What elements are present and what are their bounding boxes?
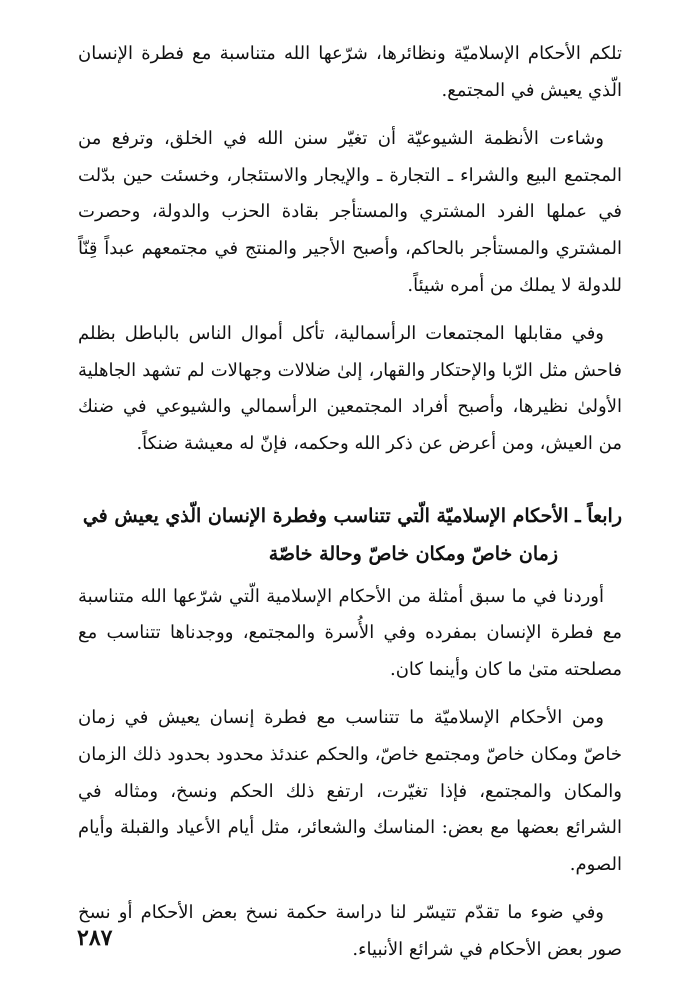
paragraph-6: وفي ضوء ما تقدّم تتيسّر لنا دراسة حكمة نسخ بعض الأحكام أو نسخ صور بعض الأحكام في شرائع الأنبياء. xyxy=(78,902,622,960)
paragraph-1: تلكم الأحكام الإسلاميّة ونظائرها، شرّعها الله متناسبة مع فطرة الإنسان الّذي يعيش في المجتمع. xyxy=(78,43,622,101)
paragraph-5: ومن الأحكام الإسلاميّة ما تتناسب مع فطرة إنسان يعيش في زمان خاصّ ومكان خاصّ ومجتمع خاصّ، والحكم عندئذ محدود بحدود ذلك الزمان والمكان والمجتمع، فإذا تغيّرت، ارتفع ذلك الحكم ونسخ، ومثاله في الشرائع بعضها مع بعض: المناسك والشعائر، مثل أيام الأعياد والقبلة وأيام الصوم. xyxy=(78,707,622,875)
section-heading-line-1: رابعاً ـ الأحكام الإسلاميّة الّتي تتناسب وفطرة الإنسان الّذي يعيش في xyxy=(82,504,622,527)
paragraph-3: وفي مقابلها المجتمعات الرأسمالية، تأكل أموال الناس بالباطل بظلم فاحش مثل الرّبا والإحتكار والقهار، إلىٰ ضلالات وجهالات لم تشهد الجاهلية الأولىٰ نظيرها، وأصبح أفراد المجتمعين الرأسمالي والشيوعي في ضنك من العيش، ومن أعرض عن ذكر الله وحكمه، فإنّ له معيشة ضنكاً. xyxy=(78,323,622,454)
section-heading-line-2: زمان خاصّ ومكان خاصّ وحالة خاصّة xyxy=(268,542,558,565)
page-body xyxy=(78,36,622,980)
paragraph-2: وشاءت الأنظمة الشيوعيّة أن تغيّر سنن الله في الخلق، وترفع من المجتمع البيع والشراء ـ التجارة ـ والإيجار والاستئجار، وخسئت حين بدّلت في عملها الفرد المشتري والمستأجر بقادة الحزب والدولة، وحصرت المشتري والمستأجر بالحاكم، وأصبح الأجير والمنتج في مجتمعهم عبداً قِنّاً للدولة لا يملك من أمره شيئاً. xyxy=(78,128,622,296)
page-number: ٢٨٧ xyxy=(77,925,113,951)
section-heading xyxy=(78,497,622,573)
paragraph-4: أوردنا في ما سبق أمثلة من الأحكام الإسلامية الّتي شرّعها الله متناسبة مع فطرة الإنسان بمفرده وفي الأُسرة والمجتمع، ووجدناها تتناسب مع مصلحته متىٰ ما كان وأينما كان. xyxy=(78,585,623,680)
